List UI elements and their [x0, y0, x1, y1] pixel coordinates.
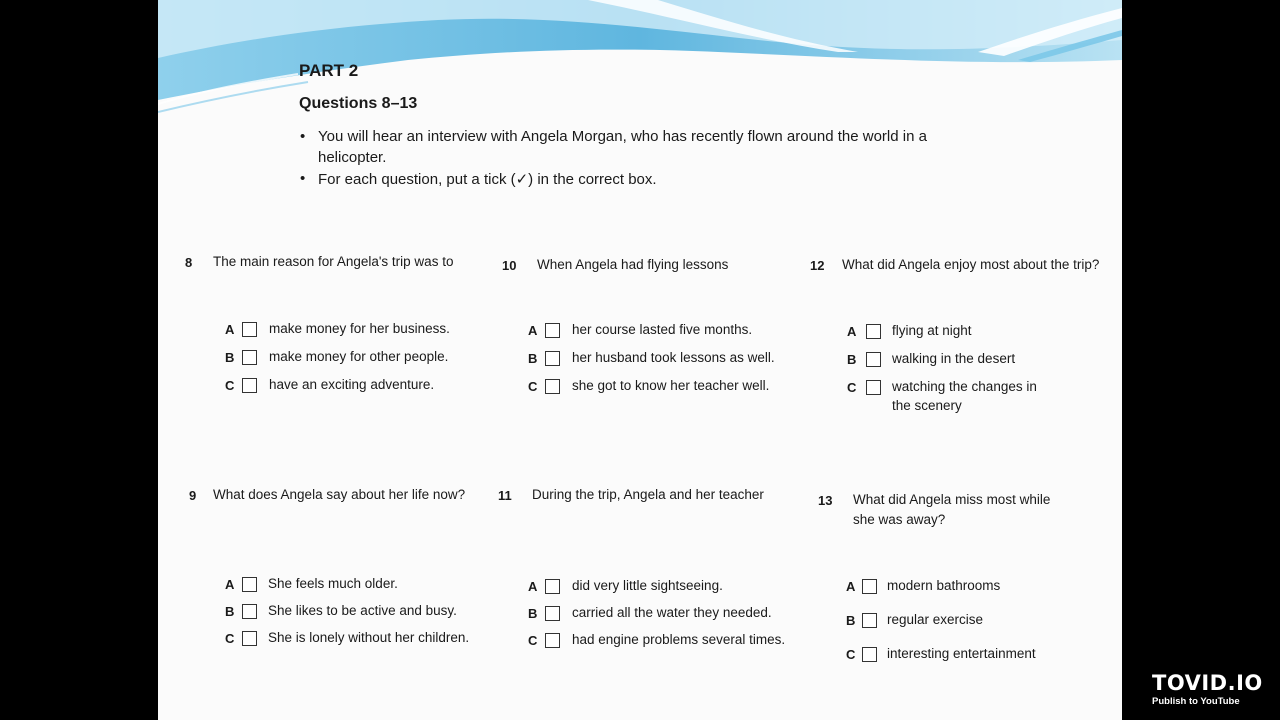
option-letter: A	[846, 579, 856, 594]
option-letter: C	[847, 380, 857, 395]
answer-checkbox[interactable]	[862, 647, 877, 662]
option-text: regular exercise	[887, 612, 984, 627]
option-text: she got to know her teacher well.	[572, 378, 770, 393]
option-letter: B	[846, 613, 856, 628]
answer-checkbox[interactable]	[242, 604, 257, 619]
answer-checkbox[interactable]	[866, 380, 881, 395]
answer-checkbox[interactable]	[545, 351, 560, 366]
option-letter: A	[847, 324, 857, 339]
watermark-tagline: Publish to YouTube	[1152, 696, 1240, 707]
option-text: have an exciting adventure.	[269, 377, 435, 392]
option-letter: C	[225, 631, 235, 646]
answer-checkbox[interactable]	[862, 579, 877, 594]
option-text: flying at night	[892, 323, 972, 338]
answer-checkbox[interactable]	[242, 378, 257, 393]
answer-checkbox[interactable]	[545, 606, 560, 621]
option-text: modern bathrooms	[887, 578, 1001, 593]
answer-checkbox[interactable]	[862, 613, 877, 628]
question-number: 13	[818, 493, 833, 508]
option-letter: B	[225, 604, 235, 619]
answer-checkbox[interactable]	[242, 350, 257, 365]
answer-checkbox[interactable]	[866, 324, 881, 339]
option-letter: A	[528, 579, 538, 594]
option-letter: A	[528, 323, 538, 338]
part-title: PART 2	[299, 61, 359, 80]
answer-checkbox[interactable]	[545, 633, 560, 648]
question-number: 10	[502, 258, 517, 273]
option-text: interesting entertainment	[887, 646, 1036, 661]
question-text: The main reason for Angela's trip was to	[213, 254, 454, 269]
instruction-line-2: helicopter.	[318, 149, 387, 166]
option-letter: B	[528, 606, 538, 621]
question-text: When Angela had flying lessons	[537, 257, 729, 272]
option-letter: C	[528, 633, 538, 648]
option-letter: B	[528, 351, 538, 366]
option-letter: A	[225, 577, 235, 592]
option-text: did very little sightseeing.	[572, 578, 723, 593]
question-text: During the trip, Angela and her teacher	[532, 487, 764, 502]
question-number: 12	[810, 258, 825, 273]
answer-checkbox[interactable]	[545, 323, 560, 338]
option-text: She is lonely without her children.	[268, 630, 470, 645]
question-number: 9	[189, 488, 197, 503]
answer-checkbox[interactable]	[242, 631, 257, 646]
question-number: 11	[498, 488, 512, 503]
option-text: the scenery	[892, 398, 962, 413]
watermark-logo: TOVID.IO	[1152, 671, 1263, 695]
answer-checkbox[interactable]	[545, 379, 560, 394]
question-text: What did Angela enjoy most about the trip?	[842, 257, 1100, 272]
question-text: What did Angela miss most while	[853, 492, 1051, 507]
answer-checkbox[interactable]	[545, 579, 560, 594]
instruction-line-3: For each question, put a tick (✓) in the correct box.	[318, 171, 657, 188]
option-text: She likes to be active and busy.	[268, 603, 457, 618]
option-text: She feels much older.	[268, 576, 398, 591]
questions-range-heading: Questions 8–13	[299, 95, 418, 112]
bullet-icon: •	[300, 170, 306, 187]
option-text: walking in the desert	[892, 351, 1016, 366]
answer-checkbox[interactable]	[242, 322, 257, 337]
option-text: carried all the water they needed.	[572, 605, 772, 620]
question-number: 8	[185, 255, 193, 270]
option-letter: C	[846, 647, 856, 662]
option-text: watching the changes in	[892, 379, 1037, 394]
option-letter: C	[225, 378, 235, 393]
question-text: she was away?	[853, 512, 946, 527]
option-letter: C	[528, 379, 538, 394]
option-letter: A	[225, 322, 235, 337]
option-text: had engine problems several times.	[572, 632, 786, 647]
option-letter: B	[847, 352, 857, 367]
option-text: make money for other people.	[269, 349, 449, 364]
answer-checkbox[interactable]	[866, 352, 881, 367]
tovid-watermark	[1152, 671, 1264, 707]
option-text: her course lasted five months.	[572, 322, 753, 337]
bullet-icon: •	[300, 128, 306, 145]
option-text: her husband took lessons as well.	[572, 350, 775, 365]
worksheet-page	[158, 0, 1122, 720]
option-text: make money for her business.	[269, 321, 450, 336]
question-text: What does Angela say about her life now?	[213, 487, 466, 502]
instruction-line-1: You will hear an interview with Angela Morgan, who has recently flown around the world in a	[318, 128, 927, 145]
option-letter: B	[225, 350, 235, 365]
answer-checkbox[interactable]	[242, 577, 257, 592]
